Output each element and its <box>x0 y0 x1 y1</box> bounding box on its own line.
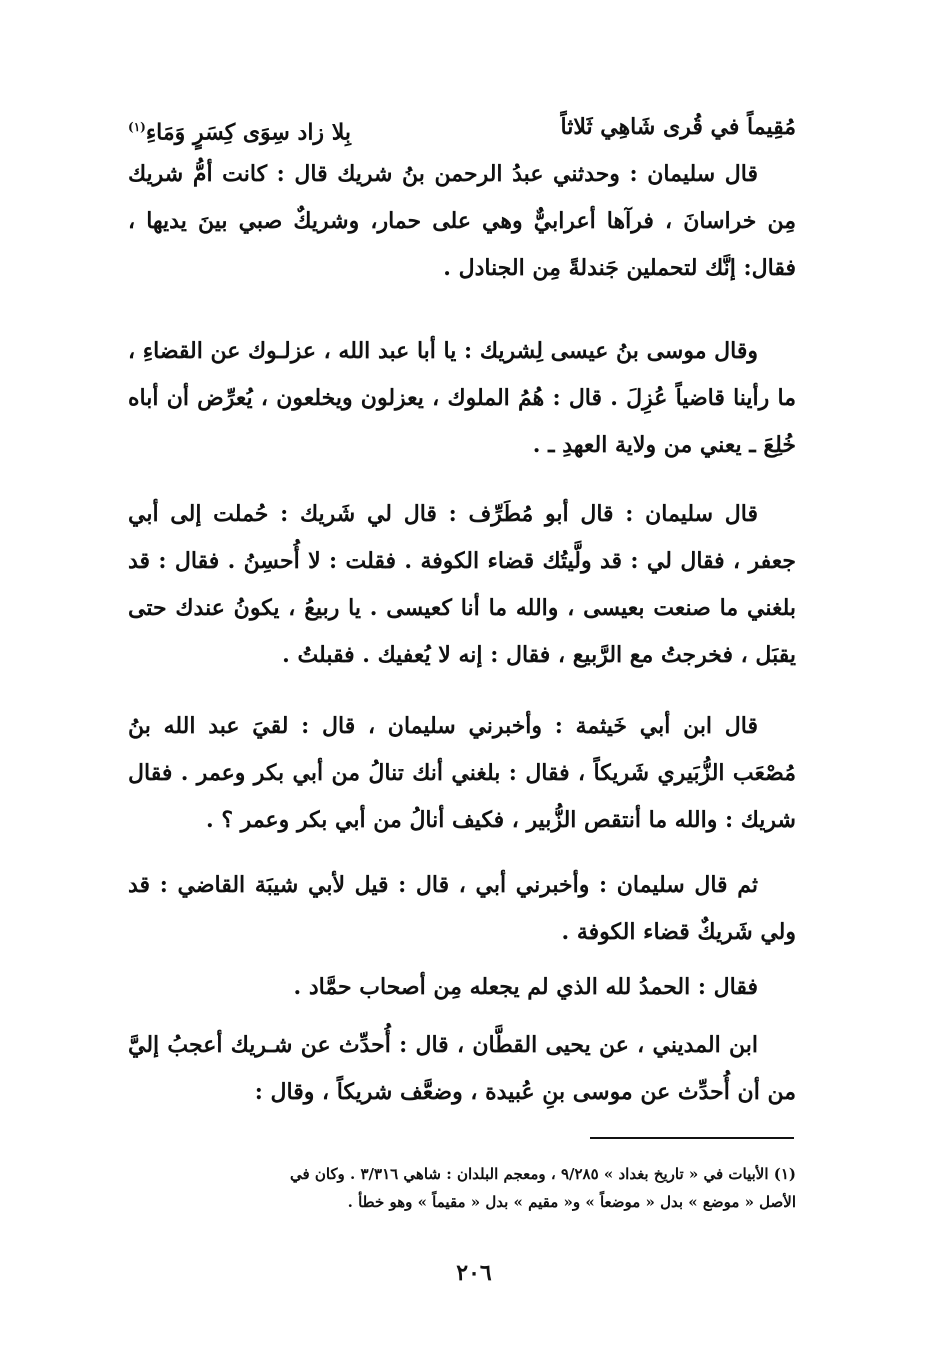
paragraph-2: وقال موسى بنُ عيسى لِشريك : يا أبا عبد الله ، عزلـوك عن القضاءِ ، ما رأينا قاضياً عُزِلَ . قال : هُمُ الملوك ، يعزلون ويخلعون ، يُعرِّض أن أباه خُلِعَ ـ يعني من ولاية العهدِ ـ . <box>128 338 796 458</box>
verse-second-hemistich: بِلا زاد سِوَى كِسَرٍ وَمَاءِ$^{(١)}$ <box>128 119 351 146</box>
footnote-line-1: (١) الأبيات في « تاريخ بغداد » ٩/٢٨٥ ، ومعجم البلدان : شاهي ٣/٣١٦ . وكان في <box>289 1165 796 1183</box>
footnote-marker: (١) <box>128 120 146 134</box>
paragraph-4: قال ابن أبي خَيثمة : وأخبرني سليمان ، قال : لقيَ عبد الله بنُ مُصْعَب الزُّبَيري شَريكاً ، فقال : بلغني أنك تنالُ من أبي بكر وعمر . فقال شريك : والله ما أنتقص الزُّبير ، فكيف أنالُ من أبي بكر وعمر ؟ . <box>128 713 796 833</box>
paragraph-7: ابن المديني ، عن يحيى القطَّان ، قال : أُحدِّث عن شـريك أعجبُ إليَّ من أن أُحدِّث عن موسى بنِ عُبيدة ، وضعَّف شريكاً ، وقال : <box>128 1032 796 1105</box>
paragraph-5: ثم قال سليمان : وأخبرني أبي ، قال : قيل لأبي شيبَة القاضي : قد ولي شَريكٌ قضاء الكوفة . <box>128 872 796 945</box>
footnote-line-2: الأصل « موضع » بدل « موضعاً » و« مقيم » بدل « مقيماً » وهو خطأ . <box>347 1193 796 1211</box>
footnote-divider <box>590 1137 794 1139</box>
footnote <box>128 1160 796 1216</box>
page-number: ٢٠٦ <box>456 1260 492 1286</box>
poem-verse <box>128 104 796 156</box>
paragraph-6: فقال : الحمدُ لله الذي لم يجعله مِن أصحاب حمَّاد . <box>293 974 758 1000</box>
paragraph-3: قال سليمان : قال أبو مُطَرِّف : قال لي شَريك : حُملت إلى أبي جعفر ، فقال لي : قد ولَّيتُك قضاء الكوفة . فقلت : لا أُحسِنُ . فقال : قد بلغني ما صنعت بعيسى ، والله ما أنا كعيسى . يا ربيعُ ، يكونُ عندك حتى يقبَل ، فخرجتُ مع الرَّبيع ، فقال : إنه لا يُعفيك . فقبلتُ . <box>128 501 796 668</box>
paragraph-1: قال سليمان : وحدثني عبدُ الرحمن بنُ شريك قال : كانت أمُّ شريك مِن خراسانَ ، فرآها أعرابيٌّ وهي على حمار، وشريكٌ صبي بينَ يديها ، فقال: إنَّك لتحملين جَندلةً مِن الجنادل . <box>128 161 796 281</box>
verse-first-hemistich: مُقِيماً في قُرى شَاهِي ثَلاثاً <box>560 114 796 140</box>
